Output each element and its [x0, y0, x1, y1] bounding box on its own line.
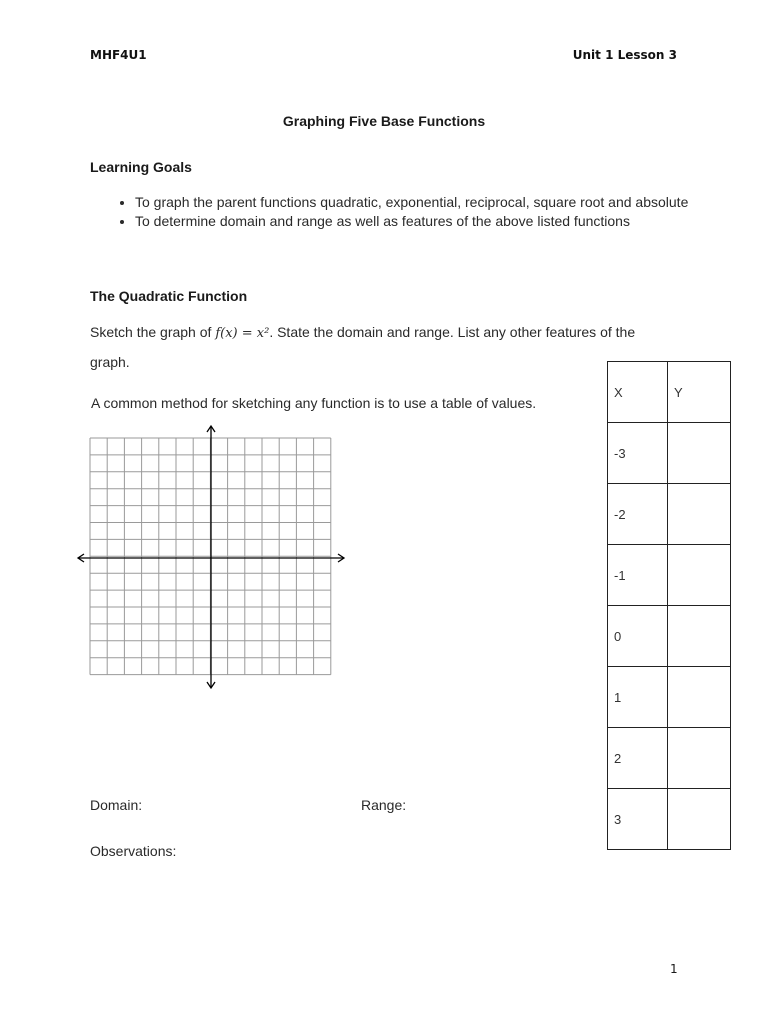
y-value-cell[interactable] — [668, 789, 731, 850]
range-label: Range: — [361, 797, 407, 813]
y-value-cell[interactable] — [668, 484, 731, 545]
axes — [78, 426, 344, 688]
prompt-text-continued: . State the domain and range. List any other features of the graph. — [90, 324, 636, 370]
lesson-label: Unit 1 Lesson 3 — [572, 48, 677, 62]
y-value-cell[interactable] — [668, 423, 731, 484]
x-value: 0 — [608, 606, 668, 667]
x-value: 1 — [608, 667, 668, 728]
coordinate-grid[interactable] — [70, 420, 355, 692]
table-row — [608, 728, 731, 789]
x-value: 3 — [608, 789, 668, 850]
page-title: Graphing Five Base Functions — [282, 113, 486, 129]
y-value-cell[interactable] — [668, 728, 731, 789]
observations-label: Observations: — [90, 843, 177, 859]
table-header-row — [608, 362, 731, 423]
quadratic-heading: The Quadratic Function — [90, 288, 248, 304]
learning-goals-list — [90, 193, 735, 231]
table-row — [608, 423, 731, 484]
prompt-text: Sketch the graph of — [90, 324, 216, 340]
y-value-cell[interactable] — [668, 606, 731, 667]
table-row — [608, 606, 731, 667]
domain-label: Domain: — [90, 797, 143, 813]
table-row — [608, 545, 731, 606]
y-column-header: Y — [668, 362, 731, 423]
formula: f(x) = x² — [215, 326, 270, 341]
quadratic-prompt — [90, 318, 665, 377]
table-row — [608, 789, 731, 850]
list-item: • To determine domain and range as well as features of the above listed functions — [135, 212, 735, 230]
list-item: • To graph the parent functions quadratic, exponential, reciprocal, square root and absolute — [135, 193, 735, 211]
x-column-header: X — [608, 362, 668, 423]
page-number: 1 — [670, 962, 678, 976]
table-row — [608, 667, 731, 728]
y-value-cell[interactable] — [668, 545, 731, 606]
x-value: 2 — [608, 728, 668, 789]
method-text: A common method for sketching any function is to use a table of values. — [91, 395, 537, 411]
table-row — [608, 484, 731, 545]
y-value-cell[interactable] — [668, 667, 731, 728]
x-value: -2 — [608, 484, 668, 545]
x-value: -3 — [608, 423, 668, 484]
x-value: -1 — [608, 545, 668, 606]
table-of-values — [607, 361, 731, 850]
course-code: MHF4U1 — [90, 48, 147, 62]
learning-goals-heading: Learning Goals — [90, 159, 192, 175]
